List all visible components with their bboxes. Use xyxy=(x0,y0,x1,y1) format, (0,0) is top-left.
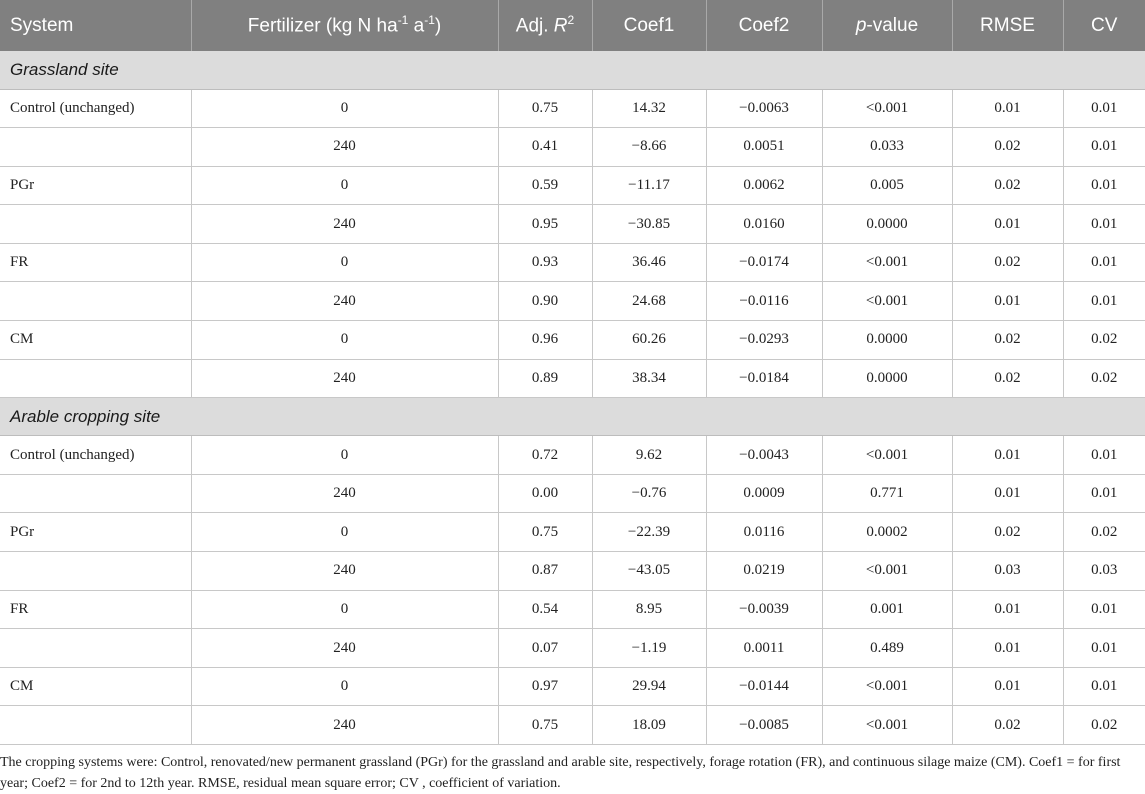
header-cv: CV xyxy=(1063,0,1145,51)
cv-cell: 0.01 xyxy=(1063,629,1145,668)
header-system: System xyxy=(10,14,74,36)
rmse-cell: 0.03 xyxy=(952,552,1063,591)
adj-r2-cell: 0.93 xyxy=(498,243,592,282)
fertilizer-cell: 240 xyxy=(191,706,498,745)
coef2-cell: −0.0039 xyxy=(706,590,822,629)
coef2-cell: −0.0085 xyxy=(706,706,822,745)
table-row xyxy=(0,590,1145,629)
adj-r2-cell: 0.87 xyxy=(498,552,592,591)
coef1-cell: 36.46 xyxy=(592,243,706,282)
rmse-cell: 0.01 xyxy=(952,282,1063,321)
section-title: Grassland site xyxy=(0,51,1145,89)
p-value-cell: 0.771 xyxy=(822,474,952,513)
section-header-row xyxy=(0,51,1145,89)
p-value-cell: 0.005 xyxy=(822,166,952,205)
coef2-cell: −0.0293 xyxy=(706,321,822,360)
adj-r2-cell: 0.54 xyxy=(498,590,592,629)
table-row xyxy=(0,282,1145,321)
coef1-cell: 38.34 xyxy=(592,359,706,398)
adj-r2-cell: 0.95 xyxy=(498,205,592,244)
rmse-cell: 0.01 xyxy=(952,474,1063,513)
rmse-cell: 0.02 xyxy=(952,243,1063,282)
adj-r2-cell: 0.90 xyxy=(498,282,592,321)
fertilizer-cell: 0 xyxy=(191,513,498,552)
coef2-cell: 0.0062 xyxy=(706,166,822,205)
coef2-cell: −0.0184 xyxy=(706,359,822,398)
coef1-cell: −43.05 xyxy=(592,552,706,591)
cv-cell: 0.01 xyxy=(1063,166,1145,205)
rmse-cell: 0.01 xyxy=(952,590,1063,629)
cv-cell: 0.02 xyxy=(1063,321,1145,360)
system-cell: Control (unchanged) xyxy=(0,89,191,128)
system-cell: PGr xyxy=(0,513,191,552)
coef2-cell: −0.0063 xyxy=(706,89,822,128)
adj-r2-cell: 0.75 xyxy=(498,513,592,552)
coef2-cell: −0.0144 xyxy=(706,667,822,706)
coef1-cell: 24.68 xyxy=(592,282,706,321)
coef1-cell: −8.66 xyxy=(592,128,706,167)
table-row xyxy=(0,552,1145,591)
table-body xyxy=(0,51,1145,745)
p-value-cell: 0.0000 xyxy=(822,359,952,398)
coef2-cell: 0.0116 xyxy=(706,513,822,552)
rmse-cell: 0.01 xyxy=(952,205,1063,244)
table-row xyxy=(0,205,1145,244)
adj-r2-cell: 0.89 xyxy=(498,359,592,398)
coef1-cell: −22.39 xyxy=(592,513,706,552)
p-value-cell: <0.001 xyxy=(822,282,952,321)
cv-cell: 0.01 xyxy=(1063,282,1145,321)
system-cell xyxy=(0,552,191,591)
adj-r2-cell: 0.41 xyxy=(498,128,592,167)
coef1-cell: 14.32 xyxy=(592,89,706,128)
fertilizer-cell: 240 xyxy=(191,205,498,244)
cv-cell: 0.01 xyxy=(1063,128,1145,167)
fertilizer-cell: 0 xyxy=(191,667,498,706)
p-value-cell: <0.001 xyxy=(822,243,952,282)
coef2-cell: 0.0219 xyxy=(706,552,822,591)
coef2-cell: −0.0043 xyxy=(706,436,822,475)
adj-r2-cell: 0.96 xyxy=(498,321,592,360)
rmse-cell: 0.01 xyxy=(952,667,1063,706)
coef1-cell: −11.17 xyxy=(592,166,706,205)
cv-cell: 0.03 xyxy=(1063,552,1145,591)
p-value-cell: 0.0000 xyxy=(822,321,952,360)
cv-cell: 0.02 xyxy=(1063,513,1145,552)
coef2-cell: −0.0174 xyxy=(706,243,822,282)
table-row xyxy=(0,89,1145,128)
table-row xyxy=(0,128,1145,167)
system-cell: PGr xyxy=(0,166,191,205)
section-title: Arable cropping site xyxy=(0,398,1145,436)
table-row xyxy=(0,474,1145,513)
table-row xyxy=(0,513,1145,552)
fertilizer-cell: 240 xyxy=(191,282,498,321)
table-row xyxy=(0,436,1145,475)
header-coef2: Coef2 xyxy=(706,0,822,51)
table-row xyxy=(0,166,1145,205)
cv-cell: 0.01 xyxy=(1063,474,1145,513)
system-cell xyxy=(0,474,191,513)
p-value-cell: 0.0000 xyxy=(822,205,952,244)
header-coef1: Coef1 xyxy=(592,0,706,51)
table-row xyxy=(0,629,1145,668)
section-header-row xyxy=(0,398,1145,436)
p-value-cell: <0.001 xyxy=(822,436,952,475)
p-value-cell: <0.001 xyxy=(822,552,952,591)
table-row xyxy=(0,667,1145,706)
fertilizer-cell: 240 xyxy=(191,629,498,668)
header-rmse: RMSE xyxy=(952,0,1063,51)
adj-r2-cell: 0.07 xyxy=(498,629,592,668)
rmse-cell: 0.02 xyxy=(952,706,1063,745)
system-cell: Control (unchanged) xyxy=(0,436,191,475)
p-value-cell: <0.001 xyxy=(822,706,952,745)
coef1-cell: 8.95 xyxy=(592,590,706,629)
rmse-cell: 0.02 xyxy=(952,128,1063,167)
coef1-cell: −1.19 xyxy=(592,629,706,668)
coef1-cell: −0.76 xyxy=(592,474,706,513)
coef1-cell: 9.62 xyxy=(592,436,706,475)
coef1-cell: 60.26 xyxy=(592,321,706,360)
coef2-cell: −0.0116 xyxy=(706,282,822,321)
system-cell: CM xyxy=(0,321,191,360)
coef2-cell: 0.0011 xyxy=(706,629,822,668)
p-value-cell: <0.001 xyxy=(822,89,952,128)
fertilizer-cell: 0 xyxy=(191,89,498,128)
fertilizer-cell: 240 xyxy=(191,359,498,398)
cv-cell: 0.01 xyxy=(1063,590,1145,629)
coef2-cell: 0.0009 xyxy=(706,474,822,513)
fertilizer-cell: 0 xyxy=(191,436,498,475)
system-cell: FR xyxy=(0,590,191,629)
table-row xyxy=(0,706,1145,745)
adj-r2-cell: 0.72 xyxy=(498,436,592,475)
coef2-cell: 0.0160 xyxy=(706,205,822,244)
table-row xyxy=(0,359,1145,398)
rmse-cell: 0.01 xyxy=(952,629,1063,668)
rmse-cell: 0.02 xyxy=(952,513,1063,552)
fertilizer-cell: 0 xyxy=(191,321,498,360)
table-row xyxy=(0,243,1145,282)
adj-r2-cell: 0.75 xyxy=(498,89,592,128)
system-cell xyxy=(0,128,191,167)
fertilizer-cell: 240 xyxy=(191,552,498,591)
cv-cell: 0.01 xyxy=(1063,243,1145,282)
p-value-cell: 0.0002 xyxy=(822,513,952,552)
cv-cell: 0.02 xyxy=(1063,706,1145,745)
fertilizer-cell: 0 xyxy=(191,590,498,629)
cv-cell: 0.01 xyxy=(1063,205,1145,244)
system-cell xyxy=(0,205,191,244)
cv-cell: 0.01 xyxy=(1063,89,1145,128)
system-cell xyxy=(0,359,191,398)
rmse-cell: 0.02 xyxy=(952,321,1063,360)
system-cell xyxy=(0,629,191,668)
header-adj-r2: Adj. $R^2$ xyxy=(498,0,592,51)
adj-r2-cell: 0.97 xyxy=(498,667,592,706)
coef1-cell: 18.09 xyxy=(592,706,706,745)
fertilizer-cell: 0 xyxy=(191,166,498,205)
header-fertilizer: Fertilizer (kg N $ha^{-1}$ $a^{-1}$) xyxy=(191,0,498,51)
fertilizer-cell: 240 xyxy=(191,474,498,513)
p-value-cell: <0.001 xyxy=(822,667,952,706)
coef2-cell: 0.0051 xyxy=(706,128,822,167)
coef1-cell: −30.85 xyxy=(592,205,706,244)
rmse-cell: 0.01 xyxy=(952,436,1063,475)
cv-cell: 0.01 xyxy=(1063,667,1145,706)
p-value-cell: 0.033 xyxy=(822,128,952,167)
rmse-cell: 0.01 xyxy=(952,89,1063,128)
adj-r2-cell: 0.59 xyxy=(498,166,592,205)
rmse-cell: 0.02 xyxy=(952,359,1063,398)
system-cell xyxy=(0,706,191,745)
system-cell: CM xyxy=(0,667,191,706)
cv-cell: 0.02 xyxy=(1063,359,1145,398)
adj-r2-cell: 0.75 xyxy=(498,706,592,745)
p-value-cell: 0.001 xyxy=(822,590,952,629)
rmse-cell: 0.02 xyxy=(952,166,1063,205)
table-header-row xyxy=(0,0,1145,51)
header-p-value: p-value xyxy=(822,0,952,51)
fertilizer-cell: 240 xyxy=(191,128,498,167)
coef1-cell: 29.94 xyxy=(592,667,706,706)
adj-r2-cell: 0.00 xyxy=(498,474,592,513)
table-footnote: The cropping systems were: Control, renovated/new permanent grassland (PGr) for the grassland and arable site, respectively, forage rotation (FR), and continuous silage maize (CM). Coef1 = for first year; Coef2 = for 2nd to 12th year. RMSE, residual mean square error; CV , coefficient of variation. xyxy=(0,755,1121,791)
fertilizer-cell: 0 xyxy=(191,243,498,282)
system-cell: FR xyxy=(0,243,191,282)
table-row xyxy=(0,321,1145,360)
cv-cell: 0.01 xyxy=(1063,436,1145,475)
system-cell xyxy=(0,282,191,321)
p-value-cell: 0.489 xyxy=(822,629,952,668)
